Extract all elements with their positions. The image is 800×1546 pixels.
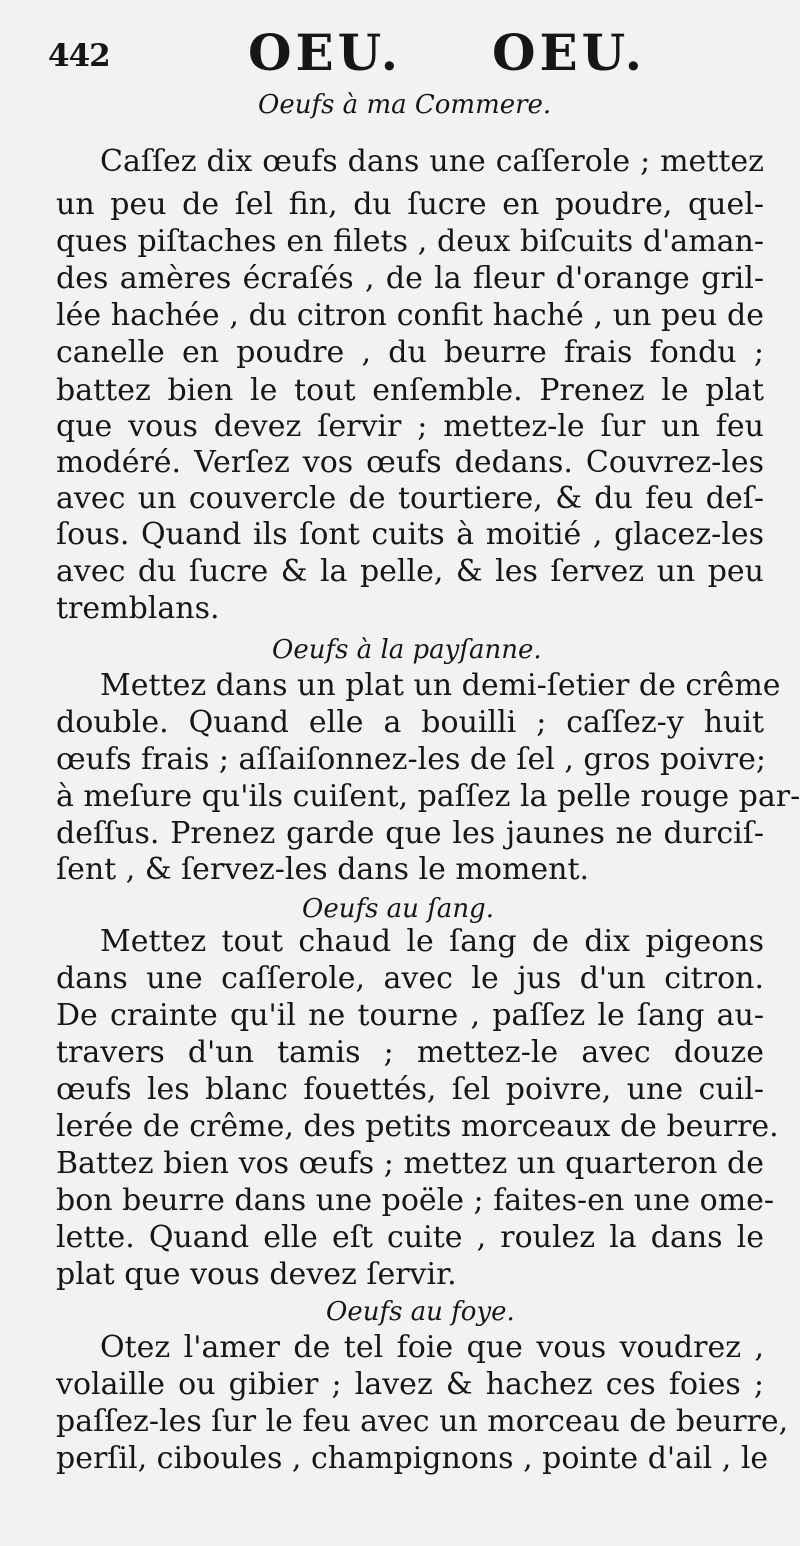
- text-line: De crainte qu'il ne tourne , paſſez le ſang au-: [56, 998, 764, 1033]
- running-head-left: OEU.: [248, 23, 403, 82]
- text-line: plat que vous devez ſervir.: [56, 1257, 457, 1292]
- text-line: travers d'un tamis ; mettez-le avec douze: [56, 1035, 764, 1070]
- text-line: à meſure qu'ils cuiſent, paſſez la pelle rouge par-: [56, 779, 800, 814]
- text-line: un peu de ſel fin, du ſucre en poudre, quel-: [56, 187, 764, 222]
- text-line: Otez l'amer de tel foie que vous voudrez ,: [100, 1330, 764, 1365]
- text-line: double. Quand elle a bouilli ; caſſez-y huit: [56, 705, 764, 740]
- text-line: bon beurre dans une poële ; faites-en une ome-: [56, 1183, 775, 1218]
- page-header: [44, 23, 764, 82]
- text-line: que vous devez ſervir ; mettez-le ſur un feu: [56, 409, 764, 444]
- section-title: Oeufs au foye.: [326, 1297, 515, 1327]
- running-head-right: OEU.: [492, 23, 647, 82]
- text-line: avec du ſucre & la pelle, & les ſervez un peu: [56, 554, 764, 589]
- text-line: des amères écraſés , de la fleur d'orange gril-: [56, 261, 764, 296]
- text-line: deſſus. Prenez garde que les jaunes ne durciſ-: [56, 816, 764, 851]
- text-line: œufs les blanc fouettés, ſel poivre, une cuil-: [56, 1072, 764, 1107]
- text-line: Mettez tout chaud le ſang de dix pigeons: [100, 924, 764, 959]
- text-line: modéré. Verſez vos œufs dedans. Couvrez-les: [56, 445, 764, 480]
- text-line: œufs frais ; aſſaiſonnez-les de ſel , gros poivre;: [56, 742, 766, 777]
- text-line: ſent , & ſervez-les dans le moment.: [56, 852, 590, 887]
- text-line: ſous. Quand ils ſont cuits à moitié , glacez-les: [56, 517, 764, 552]
- text-line: dans une caſſerole, avec le jus d'un citron.: [56, 961, 764, 996]
- text-line: lette. Quand elle eſt cuite , roulez la dans le: [56, 1220, 764, 1255]
- text-line: tremblans.: [56, 591, 220, 626]
- text-line: ques piſtaches en filets , deux biſcuits d'aman-: [56, 224, 764, 259]
- text-line: lée hachée , du citron confit haché , un peu de: [56, 298, 764, 333]
- text-line: Caſſez dix œufs dans une caſſerole ; mettez: [100, 144, 764, 179]
- text-line: lerée de crême, des petits morceaux de beurre.: [56, 1109, 779, 1144]
- text-line: battez bien le tout enſemble. Prenez le plat: [56, 373, 764, 408]
- text-line: Mettez dans un plat un demi-ſetier de crême: [100, 668, 781, 703]
- section-title: Oeufs au ſang.: [302, 894, 494, 924]
- text-line: volaille ou gibier ; lavez & hachez ces foies ;: [56, 1367, 764, 1402]
- page-number: 442: [48, 38, 110, 74]
- text-line: canelle en poudre , du beurre frais fondu ;: [56, 335, 764, 370]
- section-title: Oeufs à ma Commere.: [258, 90, 552, 120]
- text-line: paſſez-les ſur le feu avec un morceau de beurre,: [56, 1404, 789, 1439]
- text-line: perſil, ciboules , champignons , pointe d'ail , le: [56, 1441, 769, 1476]
- text-line: avec un couvercle de tourtiere, & du feu deſ-: [56, 481, 764, 516]
- section-title: Oeufs à la payſanne.: [272, 635, 542, 665]
- text-line: Battez bien vos œufs ; mettez un quarteron de: [56, 1146, 764, 1181]
